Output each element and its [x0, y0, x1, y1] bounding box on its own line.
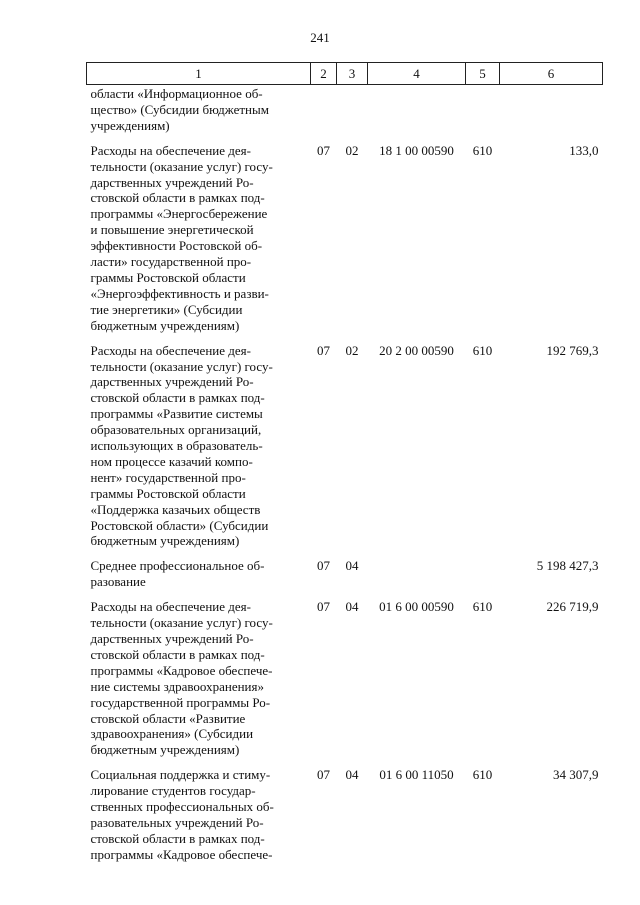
desc-line: дарственных учреждений Ро-: [90, 374, 254, 390]
desc-line: стовской области в рамках под-: [90, 390, 265, 406]
table-header: [87, 63, 603, 85]
desc-line: Среднее профессиональное об-: [90, 558, 265, 574]
desc-line: стовской области в рамках под-: [90, 190, 265, 206]
header-col-5: 5: [466, 63, 500, 85]
desc-line: стовской области «Развитие: [90, 710, 246, 726]
vr-cell: [466, 549, 500, 590]
desc-line: Ростовской области» (Субсидии: [90, 517, 269, 533]
csr-cell: 01 6 00 11050: [379, 767, 454, 783]
rz-cell: 07: [317, 342, 330, 358]
header-col-6: 6: [500, 63, 603, 85]
desc-line: бюджетным учреждениям): [90, 533, 240, 549]
desc-line: Социальная поддержка и стиму-: [90, 767, 271, 783]
desc-line: тельности (оказание услуг) госу-: [90, 615, 273, 631]
table-row: [87, 549, 603, 590]
header-col-2: 2: [311, 63, 337, 85]
vr-cell: 610: [472, 342, 493, 358]
desc-line: области «Информационное об-: [90, 86, 263, 101]
vr-cell: 610: [472, 599, 493, 615]
rz-cell: 07: [317, 767, 330, 783]
amount-cell: 192 769,3: [546, 342, 599, 358]
row-description: [87, 549, 311, 590]
desc-line: нент» государственной про-: [90, 469, 246, 485]
desc-line: тие энергетики» (Субсидии: [90, 301, 243, 317]
desc-line: образовательных организаций,: [90, 422, 262, 438]
desc-line: государственной программы Ро-: [90, 694, 271, 710]
table-row: [87, 590, 603, 758]
desc-line: ласти» государственной про-: [90, 254, 252, 270]
header-col-3: 3: [337, 63, 368, 85]
rz-cell: 07: [317, 599, 330, 615]
amount-cell: 5 198 427,3: [536, 558, 599, 574]
amount-cell: 226 719,9: [546, 599, 599, 615]
desc-line: программы «Развитие системы: [90, 406, 263, 422]
desc-line: стовской области в рамках под-: [90, 830, 265, 846]
header-col-1: 1: [87, 63, 311, 85]
desc-line: стовской области в рамках под-: [90, 646, 265, 662]
row-description: [87, 758, 311, 862]
csr-cell: 18 1 00 00590: [379, 142, 454, 158]
pr-cell: 02: [345, 142, 359, 158]
row-description: [87, 134, 311, 334]
vr-cell: 610: [472, 142, 493, 158]
desc-line: дарственных учреждений Ро-: [90, 174, 254, 190]
table-row: [87, 758, 603, 862]
desc-line: программы «Кадровое обеспече-: [90, 846, 273, 862]
csr-cell: 01 6 00 00590: [379, 599, 454, 615]
amount-cell: 133,0: [569, 142, 599, 158]
desc-line: разовательных учреждений Ро-: [90, 814, 264, 830]
desc-line: «Энергоэффективность и разви-: [90, 285, 269, 301]
rz-cell: 07: [317, 558, 330, 574]
amount-cell: 34 307,9: [553, 767, 599, 783]
desc-line: граммы Ростовской области: [90, 269, 246, 285]
desc-line: ственных профессиональных об-: [90, 799, 274, 815]
desc-line: ном процессе казачий компо-: [90, 453, 253, 469]
desc-line: эффективности Ростовской об-: [90, 238, 263, 254]
desc-line: дарственных учреждений Ро-: [90, 631, 254, 646]
desc-line: Расходы на обеспечение дея-: [90, 142, 251, 158]
desc-line: лирование студентов государ-: [90, 783, 256, 799]
desc-line: тельности (оказание услуг) госу-: [90, 158, 273, 174]
desc-line: бюджетным учреждениям): [90, 317, 240, 333]
vr-cell: 610: [472, 767, 493, 783]
table-row: [87, 334, 603, 550]
desc-line: учреждениям): [90, 117, 170, 133]
table-row-continuation: [87, 85, 603, 134]
desc-line: здравоохранения» (Субсидии: [90, 726, 254, 742]
budget-table: [86, 62, 603, 863]
desc-line: ние системы здравоохранения»: [90, 678, 264, 694]
pr-cell: 02: [345, 342, 359, 358]
desc-line: «Поддержка казачьих обществ: [90, 501, 261, 517]
desc-line: щество» (Субсидии бюджетным: [90, 101, 269, 117]
desc-line: Расходы на обеспечение дея-: [90, 342, 251, 358]
desc-line: использующих в образователь-: [90, 438, 263, 454]
desc-line: программы «Энергосбережение: [90, 206, 268, 222]
desc-line: тельности (оказание услуг) госу-: [90, 358, 273, 374]
row-description: [87, 85, 311, 134]
desc-line: и повышение энергетической: [90, 222, 254, 238]
desc-line: бюджетным учреждениям): [90, 742, 240, 758]
pr-cell: 04: [345, 599, 359, 615]
row-description: [87, 590, 311, 758]
rz-cell: 07: [317, 142, 330, 158]
desc-line: программы «Кадровое обеспече-: [90, 662, 273, 678]
header-col-4: 4: [368, 63, 466, 85]
page-number: 241: [310, 30, 330, 45]
desc-line: разование: [90, 574, 146, 590]
pr-cell: 04: [345, 767, 359, 783]
desc-line: граммы Ростовской области: [90, 485, 246, 501]
csr-cell: [368, 549, 466, 590]
table-row: [87, 134, 603, 334]
row-description: [87, 334, 311, 550]
desc-line: Расходы на обеспечение дея-: [90, 599, 251, 615]
pr-cell: 04: [345, 558, 359, 574]
csr-cell: 20 2 00 00590: [379, 342, 454, 358]
